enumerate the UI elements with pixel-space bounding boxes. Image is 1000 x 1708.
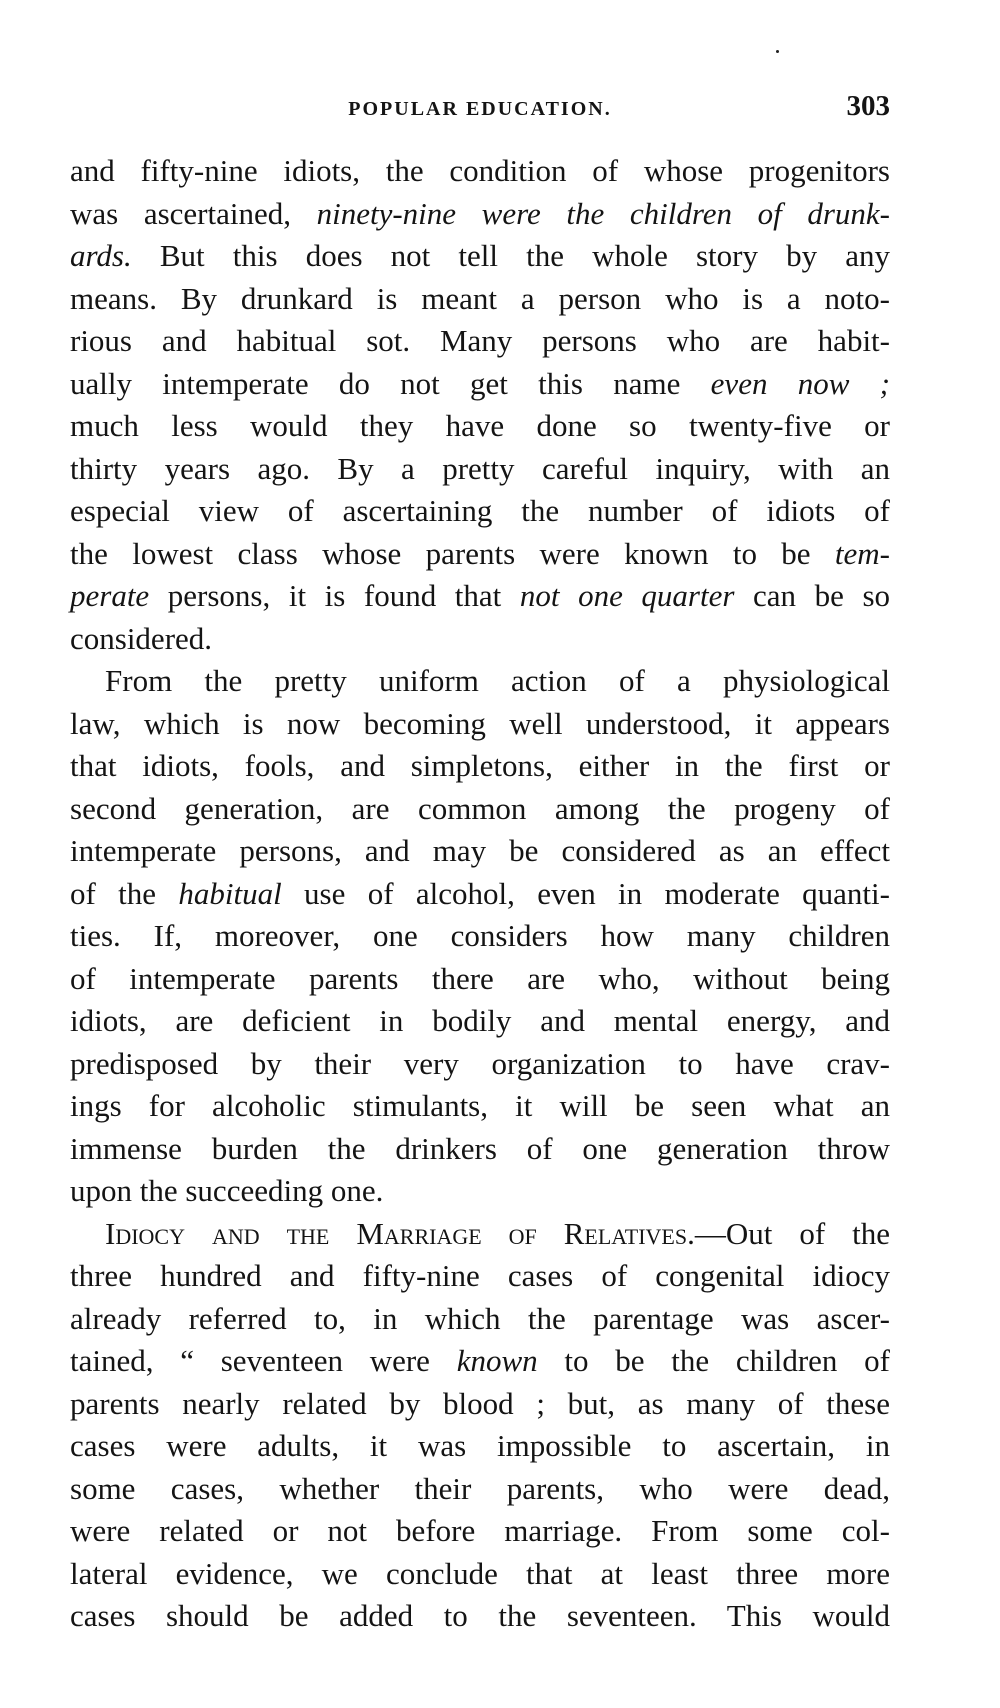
page-number: 303 bbox=[846, 90, 890, 122]
text-line: and fifty-nine idiots, the condition of whose progenitors bbox=[70, 153, 890, 188]
text-line: cases should be added to the seventeen. This would bbox=[70, 1598, 890, 1633]
text-line: upon the succeeding one. bbox=[70, 1173, 384, 1208]
text-line: second generation, are common among the progeny of bbox=[70, 790, 890, 826]
text-line: already referred to, in which the parentage was ascer- bbox=[70, 1300, 890, 1336]
italic-phrase: known bbox=[456, 1343, 538, 1378]
text-line: Idiocy and the Marriage of Relatives.—Out of the bbox=[105, 1215, 890, 1251]
text-line: tained, “ seventeen were known to be the children of bbox=[70, 1343, 890, 1378]
running-head bbox=[70, 90, 890, 130]
text-line: cases were adults, it was impossible to ascertain, in bbox=[70, 1428, 890, 1463]
text-line: ties. If, moreover, one considers how many children bbox=[70, 918, 890, 953]
text-line: From the pretty uniform action of a physiological bbox=[105, 663, 890, 698]
italic-phrase: perate bbox=[70, 578, 150, 613]
text-line: law, which is now becoming well understood, it appears bbox=[70, 705, 890, 741]
text-line: lateral evidence, we conclude that at least three more bbox=[70, 1555, 890, 1591]
text-line: that idiots, fools, and simpletons, either in the first or bbox=[70, 748, 890, 783]
text-line: three hundred and fifty-nine cases of congenital idiocy bbox=[70, 1258, 890, 1293]
text-line: parents nearly related by blood ; but, as many of these bbox=[70, 1385, 890, 1421]
ink-speck bbox=[776, 50, 779, 53]
running-title: POPULAR EDUCATION. bbox=[348, 98, 612, 120]
italic-phrase: even now ; bbox=[710, 365, 891, 401]
text-line: ards. But this does not tell the whole story by any bbox=[70, 238, 890, 273]
text-line: were related or not before marriage. From some col- bbox=[70, 1513, 890, 1548]
text-line: predisposed by their very organization to have crav- bbox=[70, 1045, 890, 1081]
text-line: ually intemperate do not get this name even now ; bbox=[70, 365, 891, 401]
text-line: much less would they have done so twenty-five or bbox=[70, 408, 890, 443]
text-line: the lowest class whose parents were known to be tem- bbox=[70, 535, 890, 571]
italic-phrase: habitual bbox=[178, 875, 282, 911]
text-line: rious and habitual sot. Many persons who are habit- bbox=[70, 323, 890, 358]
text-line: perate persons, it is found that not one quarter can be so bbox=[70, 578, 891, 613]
italic-phrase: ninety-nine were the children of drunk- bbox=[316, 195, 890, 231]
text-line: immense burden the drinkers of one generation throw bbox=[70, 1130, 890, 1166]
text-line: some cases, whether their parents, who were dead, bbox=[70, 1470, 890, 1506]
text-line: means. By drunkard is meant a person who is a noto- bbox=[70, 280, 890, 316]
italic-phrase: tem- bbox=[834, 535, 890, 571]
text-block bbox=[70, 150, 890, 1638]
text-line: considered. bbox=[70, 620, 213, 656]
text-line: thirty years ago. By a pretty careful inquiry, with an bbox=[70, 450, 890, 486]
text-line: was ascertained, ninety-nine were the children of drunk- bbox=[70, 195, 890, 231]
text-line: ings for alcoholic stimulants, it will be seen what an bbox=[70, 1088, 890, 1123]
text-line: especial view of ascertaining the number of idiots of bbox=[70, 493, 890, 528]
text-line: of the habitual use of alcohol, even in moderate quanti- bbox=[70, 875, 890, 911]
text-line: of intemperate parents there are who, without being bbox=[70, 960, 890, 996]
italic-phrase: ards. bbox=[70, 238, 132, 273]
text-line: intemperate persons, and may be considered as an effect bbox=[70, 833, 890, 868]
italic-phrase: not one quarter bbox=[519, 578, 735, 613]
text-line: idiots, are deficient in bodily and mental energy, and bbox=[70, 1003, 890, 1038]
section-heading: Idiocy and the Marriage of Relatives. bbox=[105, 1215, 695, 1251]
